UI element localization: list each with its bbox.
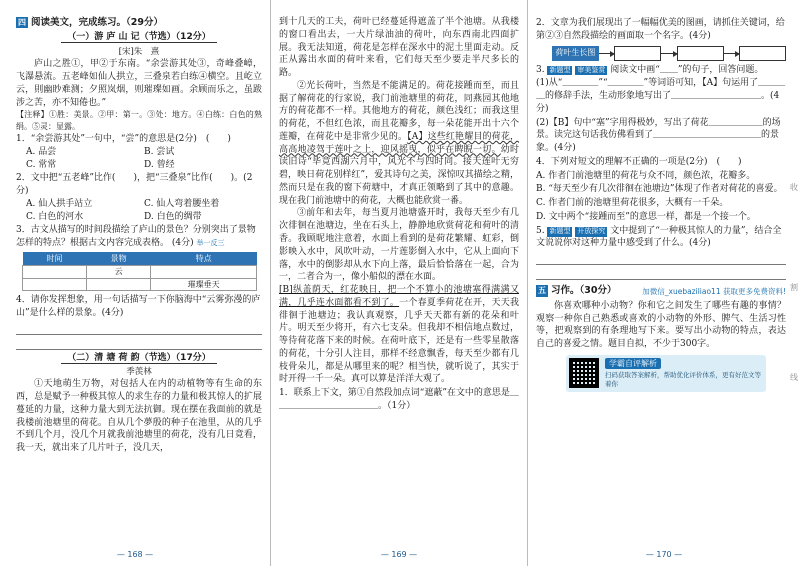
table-row [23, 266, 257, 278]
section-number: 四 [18, 18, 26, 27]
passage2-para2: ②光长荷叶，当然是不能满足的。荷花接踵而至，而且据了解荷花的行家说，我门前池塘里的荷花，同燕园其他地方的荷花都不一样。其他地方的荷花，颜色浅红；而我这里的荷花，不但红色浓，而且花瓣多，每一朵花能开出十六个莲瓣，在荷花中是非常少见的。【A】这些红艳耀目的荷花，高高地凌驾于莲叶之上，迎风摇曳，似乎在睥睨一切。幼时读旧诗“毕竟西湖六月中，风光不与四时同。接天莲叶无穷碧，映日荷花别样红”，爱其诗句之美，深惊叹其描绘之精，然而只是在我的窗下荷塘中，才真正领略到了其中的意趣。现在我门前池塘中的荷花，大概也能欣赏一番。 [279, 80, 519, 206]
question-2: 2．文中把“五老峰”比作( )，把“三叠泉”比作( )。(2分) [16, 173, 253, 197]
table-row [23, 278, 257, 290]
flow-box[interactable] [739, 46, 786, 61]
tag-label: 举一反三 [196, 239, 225, 248]
option[interactable]: C. 常常 [26, 159, 57, 170]
side-label: 割 [790, 283, 798, 292]
answer-lines[interactable] [536, 252, 786, 280]
passage2-para3b: [B]纵盖荫天，红花映日，把一个不算小的池塘塞得满满又满，几乎连水面都看不到了。一个春夏季荷花在开，天天我徘徊于池塘边；我认真观察，几乎天天都有新的花朵和叶片。明天至少将开，有六七支朵。但我却不相信地点数过，等待荷花落下来的时候。在荷叶底下，还是有一些零星散落的荷花，十分引人注目，那样不经意飘香，每天至少都有几枝骨朵儿，都是从哪里来的呢？相当快，就听说了，其实于时开得一千一朵。真可以算是洋洋大观了。 [279, 285, 519, 385]
option[interactable]: D. 曾经 [144, 159, 175, 170]
question-p3-3-1: (1)从“＿＿＿＿”“＿＿＿＿”等词语可知，【A】句运用了＿＿＿＿的修辞手法，生动形象地写出了＿＿＿＿＿＿＿＿＿＿。(4分) [536, 78, 786, 114]
page-number: — 170 — [645, 549, 683, 559]
qr-subtitle: 扫码获取答案解析，帮助优化评价体系，更有好范文等着你 [605, 370, 761, 388]
table-header: 景物 [87, 252, 151, 266]
option[interactable]: C. 作者门前的池塘里荷花很多，大概有一千朵。 [536, 198, 729, 209]
option[interactable]: A. 品尝 [26, 146, 57, 157]
tag-badge: 新题型 [549, 226, 571, 235]
page-number: — 168 — [116, 549, 154, 559]
passage1-author: [宋]朱 熹 [118, 47, 160, 58]
section-title: 阅读美文，完成练习。（29分） [31, 17, 163, 28]
qr-title: 学霸自评解析 [605, 358, 661, 369]
question-2-options [16, 198, 262, 224]
table-cell[interactable] [23, 278, 87, 290]
option[interactable]: C. 白色的河水 [26, 211, 84, 222]
option[interactable]: A. 仙人拱手站立 [26, 198, 93, 209]
table-header: 特点 [151, 252, 257, 266]
section-number: 五 [538, 286, 546, 296]
tag-badge: 开放探究 [577, 226, 606, 235]
page-170 [527, 0, 800, 566]
table-cell: 云 [87, 266, 151, 278]
tag-badge: 新题型 [549, 65, 571, 74]
section-title: 习作。（30分） [551, 285, 617, 297]
page-169 [270, 0, 527, 566]
passage2-title: （二）清 塘 荷 韵（节选）（17分） [16, 352, 262, 365]
answer-lines[interactable] [16, 322, 262, 350]
page-168 [0, 0, 270, 566]
table-header: 时间 [23, 252, 87, 266]
arrow-icon [661, 53, 677, 54]
flow-box[interactable] [677, 46, 724, 61]
side-label: 线 [790, 373, 798, 382]
wechat-notice: 加微信_xuebaziliao11 获取更多免费资料! [642, 286, 786, 296]
option[interactable]: D. 文中两个“接踵而至”的意思一样，都是一个接一个。 [536, 211, 756, 222]
page-number: — 169 — [380, 549, 418, 559]
question-1: 1．“余尝游其处”一句中，“尝”的意思是(2分) ( ) [16, 134, 231, 145]
sentence-a: 【A】这些红艳耀目的荷花，高高地凌驾于莲叶之上，迎风摇曳，似乎在睥睨一切。 [279, 131, 519, 155]
question-1-options [16, 146, 262, 172]
option[interactable]: B. 尝试 [144, 146, 175, 157]
table-cell: 璀璨垂天 [151, 278, 257, 290]
option[interactable]: B. “每天至少有几次徘徊在池塘边”体现了作者对荷花的喜爱。 [536, 184, 783, 195]
writing-prompt: 你喜欢哪种小动物？你和它之间发生了哪些有趣的事情？观察一种你自己熟悉或喜欢的小动物的外形、脾气、生活习性等，把观察到的有条理地写下来。要写出小动物的特点，表达自己的喜爱之情。题目自拟，不少于300字。 [536, 300, 786, 350]
passage2-author: 季羡林 [126, 367, 152, 378]
question-p3-2: 2．文章为我们展现出了一幅幅优美的图画，请抓住关键词，给第②③自然段描绘的画面取一个名字。(4分) [536, 18, 785, 41]
table-cell[interactable] [151, 266, 257, 278]
side-label: 收 [790, 183, 798, 192]
passage1-note: 【注释】①胜：美景。②甲：第一。③处：地方。④白练：白色的熟绢。⑤灵：显露。 [16, 110, 262, 131]
question-p2-1: 1．联系上下文，第①自然段加点词“遮蔽”在文中的意思是＿＿＿＿＿＿＿＿＿＿＿＿。（1分） [279, 388, 519, 411]
arrow-icon [724, 53, 740, 54]
tag-badge: 审美鉴赏 [577, 65, 606, 74]
flow-diagram [552, 46, 786, 61]
question-p3-3-2: (2)【B】句中“塞”字用得极妙，写出了荷花＿＿＿＿＿＿的场景。读完这句话我仿佛看到了＿＿＿＿＿＿＿＿＿＿＿＿的景象。(4分) [536, 117, 781, 154]
passage2-para1: ①天地萌生万物，对包括人在内的动植物等有生命的东西，总是赋予一种极其惊人的求生存的力量和极其惊人的扩展蔓延的力量，这种力量大到无法抗御。现在摆在我面前的就是我楼前池塘里的荷花。自从几个夢殷的种子在池里，从的几乎不到几个月，没几个月就我前池塘里的荷花，没有几日竟看，我一天，就出来了几片叶子，没几天， [16, 379, 262, 454]
qr-banner[interactable] [566, 355, 766, 392]
passage1-text: 庐山之胜①，甲②于东南。“余尝游其处③，奇峰叠嶂，飞瀑悬流。五老峰如仙人拱立，三叠泉若白练④横空。且屹立云，則幽眇难测；夕照岚烟，则璀璨如画。余顾而乐之，虽跋涉之苦，亦不知倦也。” [16, 59, 262, 108]
option[interactable]: D. 白色的绸带 [144, 211, 202, 222]
passage2-para3: ③前年和去年，每当夏月池塘盛开时，我每天至少有几次徘徊在池塘边，坐在石头上，静静地欣赏荷花和荷叶的清香。我顾昵地注意着，水面上看到的是荷花繁耀、虹彩，倒影映入水中，风吹叶动，一片莲影倒入水中，它从上面向下落，水中的倒影却从水下向上落，最后恰恰落在一起，合为一，二者合为一，像小船似的漂在水面。 [279, 208, 519, 283]
table-cell[interactable] [23, 266, 87, 278]
option[interactable]: A. 作者门前池塘里的荷花与众不同，颜色浓，花瓣多。 [536, 170, 756, 181]
writing-header [536, 284, 786, 299]
sentence-b: [B]纵盖荫天，红花映日，把一个不算小的池塘塞得满满又满，几乎连水面都看不到了。 [279, 285, 519, 308]
flow-box: 荷叶生长图 [552, 46, 599, 61]
question-4: 4．请你发挥想象，用一句话描写一下你脑海中“云雾弥漫的庐山”是什么样的景象。(4分) [16, 295, 261, 318]
arrow-icon [599, 53, 615, 54]
question-3: 3．古文从描写的时间段描绘了庐山的景色？分别突出了景物怎样的特点？根据古文内容完成表格。 (4分) 举一反三 [16, 225, 256, 249]
section-header [16, 16, 262, 29]
table-cell[interactable] [87, 278, 151, 290]
question-p3-3: 3. 新题型 审美鉴赏 阅读文中画“＿＿”的句子，回答问题。 [536, 64, 764, 75]
option[interactable]: C. 仙人弯着腰坐着 [144, 198, 220, 209]
qr-code-icon[interactable] [569, 358, 599, 388]
question-p3-5: 5. 新题型 开放探究 文中提到了“一种极其惊人的力量”，结合全文说说你对这种力量中感受到了什么。(4分) [536, 225, 782, 249]
flow-box[interactable] [614, 46, 661, 61]
passage2-para1-cont: 到十几天的工夫，荷叶已经蔓延得遮盖了半个池塘。从我楼的窗口看出去，一大片绿油油的荷叶，向东西南北四面扩展。我无法知道，荷花是怎样在深水中的泥土里面走动。反正从露出水面的荷叶来看，它们每天至少要走半尺多长的路。 [279, 17, 519, 79]
answer-table [22, 252, 257, 291]
passage1-title: （一）游 庐 山 记（节选）（12分） [16, 31, 262, 44]
question-p3-4: 4．下列对短文的理解不正确的一项是(2分) ( ) [536, 156, 742, 167]
